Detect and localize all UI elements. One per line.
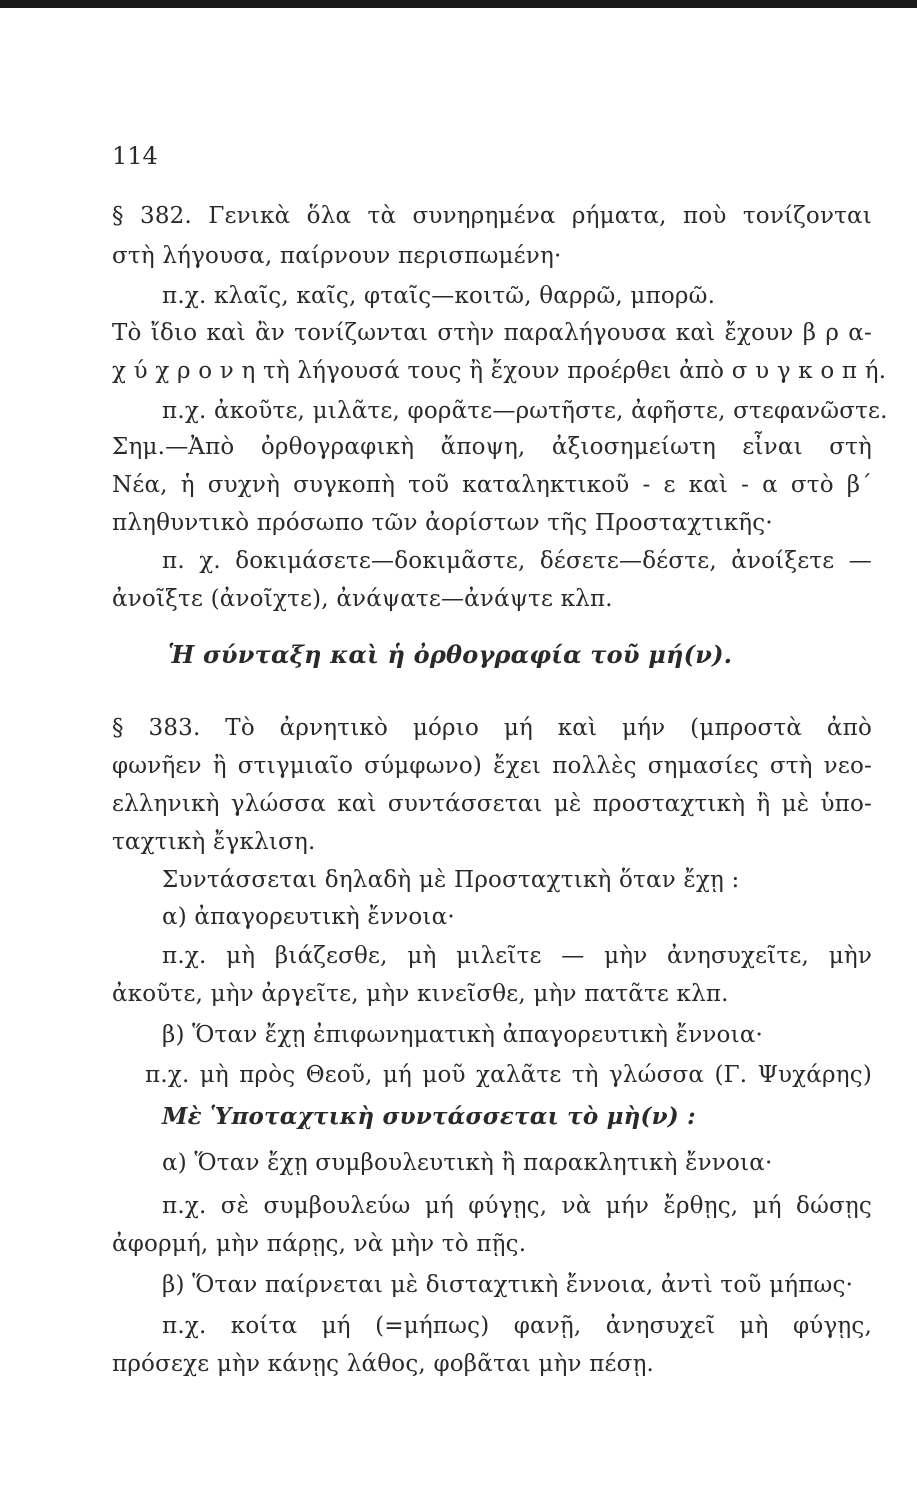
example-line: π.χ. ἀκοῦτε, μιλᾶτε, φορᾶτε—ρωτῆστε, ἀφῆστε, στεφανῶστε.	[162, 398, 888, 424]
list-item-a: α) ἀπαγορευτικὴ ἔννοια·	[162, 904, 455, 930]
para-383-line-2: φωνῆεν ἢ στιγμιαῖο σύμφωνο) ἔχει πολλὲς σημασίες στὴ νεο-	[112, 753, 872, 779]
example-line: π.χ. κλαῖς, καῖς, φταῖς—κοιτῶ, θαρρῶ, μπορῶ.	[162, 283, 716, 309]
example-line: ἀνοῖξτε (ἀνοῖχτε), ἀνάψατε—ἀνάψτε κλπ.	[112, 586, 613, 612]
para-382-line-2: στὴ λήγουσα, παίρνουν περισπωμένη·	[112, 243, 562, 269]
note-line-2: Νέα, ἡ συχνὴ συγκοπὴ τοῦ καταληκτικοῦ - ε καὶ - α στὸ β΄	[112, 472, 872, 498]
list-item-a: α) Ὅταν ἔχῃ συμβουλευτικὴ ἢ παρακλητικὴ ἔννοια·	[162, 1150, 773, 1176]
para-383-line-1: § 383. Τὸ ἀρνητικὸ μόριο μή καὶ μήν (μπροστὰ ἀπὸ	[112, 715, 872, 741]
para-383-line-4: ταχτικὴ ἔγκλιση.	[112, 829, 316, 855]
note-line-1: Σημ.—Ἀπὸ ὀρθογραφικὴ ἄποψη, ἀξιοσημείωτη εἶναι στὴ	[112, 434, 872, 460]
section-heading: Ἡ σύνταξη καὶ ἡ ὀρθογραφία τοῦ μή(ν).	[168, 640, 733, 669]
example-line: π.χ. σὲ συμβουλεύω μή φύγῃς, νὰ μήν ἔρθῃς, μή δώσῃς	[162, 1193, 872, 1219]
list-item-b: β) Ὅταν παίρνεται μὲ δισταχτικὴ ἔννοια, ἀντὶ τοῦ μήπως·	[162, 1272, 854, 1298]
list-item-b: β) Ὅταν ἔχῃ ἐπιφωνηματικὴ ἀπαγορευτικὴ ἔννοια·	[162, 1022, 764, 1048]
example-line: ἀφορμή, μὴν πάρῃς, νὰ μὴν τὸ πῇς.	[112, 1231, 527, 1257]
example-line: π.χ. μὴ βιάζεσθε, μὴ μιλεῖτε — μὴν ἀνησυχεῖτε, μὴν	[162, 943, 872, 969]
paragraph-line: χ ύ χ ρ ο ν η τὴ λήγουσά τους ἢ ἔχουν προέρθει ἀπὸ σ υ γ κ ο π ή.	[112, 358, 887, 384]
note-line-3: πληθυντικὸ πρόσωπο τῶν ἀορίστων τῆς Προσταχτικῆς·	[112, 510, 773, 536]
example-line: ἀκοῦτε, μὴν ἀργεῖτε, μὴν κινεῖσθε, μὴν πατᾶτε κλπ.	[112, 981, 729, 1007]
page-edge-bar	[0, 0, 917, 8]
page-number: 114	[112, 142, 158, 170]
subheading: Μὲ Ὑποταχτικὴ συντάσσεται τὸ μὴ(ν) :	[162, 1103, 696, 1130]
example-line: π. χ. δοκιμάσετε—δοκιμᾶστε, δέσετε—δέστε, ἀνοίξετε —	[162, 548, 872, 574]
example-line: π.χ. μὴ πρὸς Θεοῦ, μή μοῦ χαλᾶτε τὴ γλώσσα (Γ. Ψυχάρης)	[145, 1062, 872, 1088]
example-line: π.χ. κοίτα μή (=μήπως) φανῇ, ἀνησυχεῖ μὴ φύγῃς,	[162, 1313, 872, 1339]
para-383-line-3: ελληνικὴ γλώσσα καὶ συντάσσεται μὲ προσταχτικὴ ἢ μὲ ὑπο-	[112, 791, 872, 817]
paragraph-line: Συντάσσεται δηλαδὴ μὲ Προσταχτικὴ ὅταν ἔχῃ :	[162, 867, 740, 893]
para-382-line-1: § 382. Γενικὰ ὅλα τὰ συνηρημένα ρήματα, ποὺ τονίζονται	[112, 203, 872, 229]
paragraph-line: Τὸ ἴδιο καὶ ἂν τονίζωνται στὴν παραλήγουσα καὶ ἔχουν β ρ α-	[112, 320, 872, 346]
example-line: πρόσεχε μὴν κάνῃς λάθος, φοβᾶται μὴν πέσῃ.	[112, 1351, 655, 1377]
